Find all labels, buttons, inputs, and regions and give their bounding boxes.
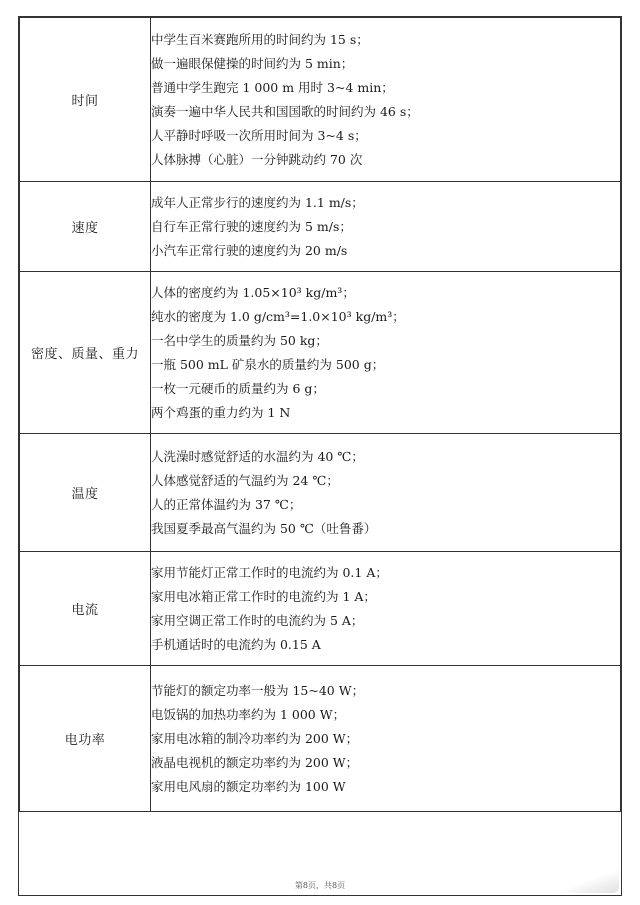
fact-line: 人体脉搏（心脏）一分钟跳动约 70 次 xyxy=(151,151,363,167)
fact-line: 小汽车正常行驶的速度约为 20 m/s xyxy=(151,242,348,258)
fact-line: 我国夏季最高气温约为 50 ℃（吐鲁番） xyxy=(151,520,377,536)
fact-line: 人洗澡时感觉舒适的水温约为 40 ℃； xyxy=(151,448,364,464)
category-cell: 速度 xyxy=(20,182,151,272)
fact-line: 家用电风扇的额定功率约为 100 W xyxy=(151,778,346,794)
fact-line: 家用空调正常工作时的电流约为 5 A； xyxy=(151,612,364,628)
fact-line: 普通中学生跑完 1 000 m 用时 3~4 min； xyxy=(151,79,394,95)
items-cell xyxy=(151,666,621,812)
items-cell xyxy=(151,434,621,552)
fact-line: 电饭锅的加热功率约为 1 000 W； xyxy=(151,706,346,722)
category-cell: 密度、质量、重力 xyxy=(20,272,151,434)
fact-line: 手机通话时的电流约为 0.15 A xyxy=(151,636,321,652)
category-cell: 电功率 xyxy=(20,666,151,812)
fact-line: 人体的密度约为 1.05×10³ kg/m³； xyxy=(151,284,355,300)
fact-line: 人平静时呼吸一次所用时间为 3~4 s； xyxy=(151,127,367,143)
table-row xyxy=(20,552,621,666)
category-cell: 时间 xyxy=(20,18,151,182)
fact-line: 一名中学生的质量约为 50 kg； xyxy=(151,332,328,348)
document-page xyxy=(18,16,622,896)
fact-line: 中学生百米赛跑所用的时间约为 15 s； xyxy=(151,31,369,47)
table-row xyxy=(20,182,621,272)
items-cell xyxy=(151,272,621,434)
fact-line: 人的正常体温约为 37 ℃； xyxy=(151,496,302,512)
fact-line: 演奏一遍中华人民共和国国歌的时间约为 46 s； xyxy=(151,103,419,119)
fact-line: 节能灯的额定功率一般为 15~40 W； xyxy=(151,682,365,698)
items-cell xyxy=(151,18,621,182)
fact-line: 做一遍眼保健操的时间约为 5 min； xyxy=(151,55,354,71)
fact-line: 家用节能灯正常工作时的电流约为 0.1 A； xyxy=(151,564,388,580)
items-cell xyxy=(151,552,621,666)
fact-line: 液晶电视机的额定功率约为 200 W； xyxy=(151,754,359,770)
fact-line: 自行车正常行驶的速度约为 5 m/s； xyxy=(151,218,352,234)
fact-line: 人体感觉舒适的气温约为 24 ℃； xyxy=(151,472,339,488)
fact-line: 一瓶 500 mL 矿泉水的质量约为 500 g； xyxy=(151,356,385,372)
fact-line: 纯水的密度为 1.0 g/cm³=1.0×10³ kg/m³； xyxy=(151,308,405,324)
fact-line: 两个鸡蛋的重力约为 1 N xyxy=(151,404,291,420)
items-cell xyxy=(151,182,621,272)
fact-line: 成年人正常步行的速度约为 1.1 m/s； xyxy=(151,194,364,210)
reference-table xyxy=(19,17,621,812)
fact-line: 家用电冰箱的制冷功率约为 200 W； xyxy=(151,730,359,746)
category-cell: 温度 xyxy=(20,434,151,552)
page-footer: 第8页，共8页 xyxy=(294,881,346,890)
fact-line: 一枚一元硬币的质量约为 6 g； xyxy=(151,380,325,396)
table-row xyxy=(20,272,621,434)
fact-line: 家用电冰箱正常工作时的电流约为 1 A； xyxy=(151,588,376,604)
table-row xyxy=(20,434,621,552)
category-cell: 电流 xyxy=(20,552,151,666)
table-row xyxy=(20,666,621,812)
table-row xyxy=(20,18,621,182)
